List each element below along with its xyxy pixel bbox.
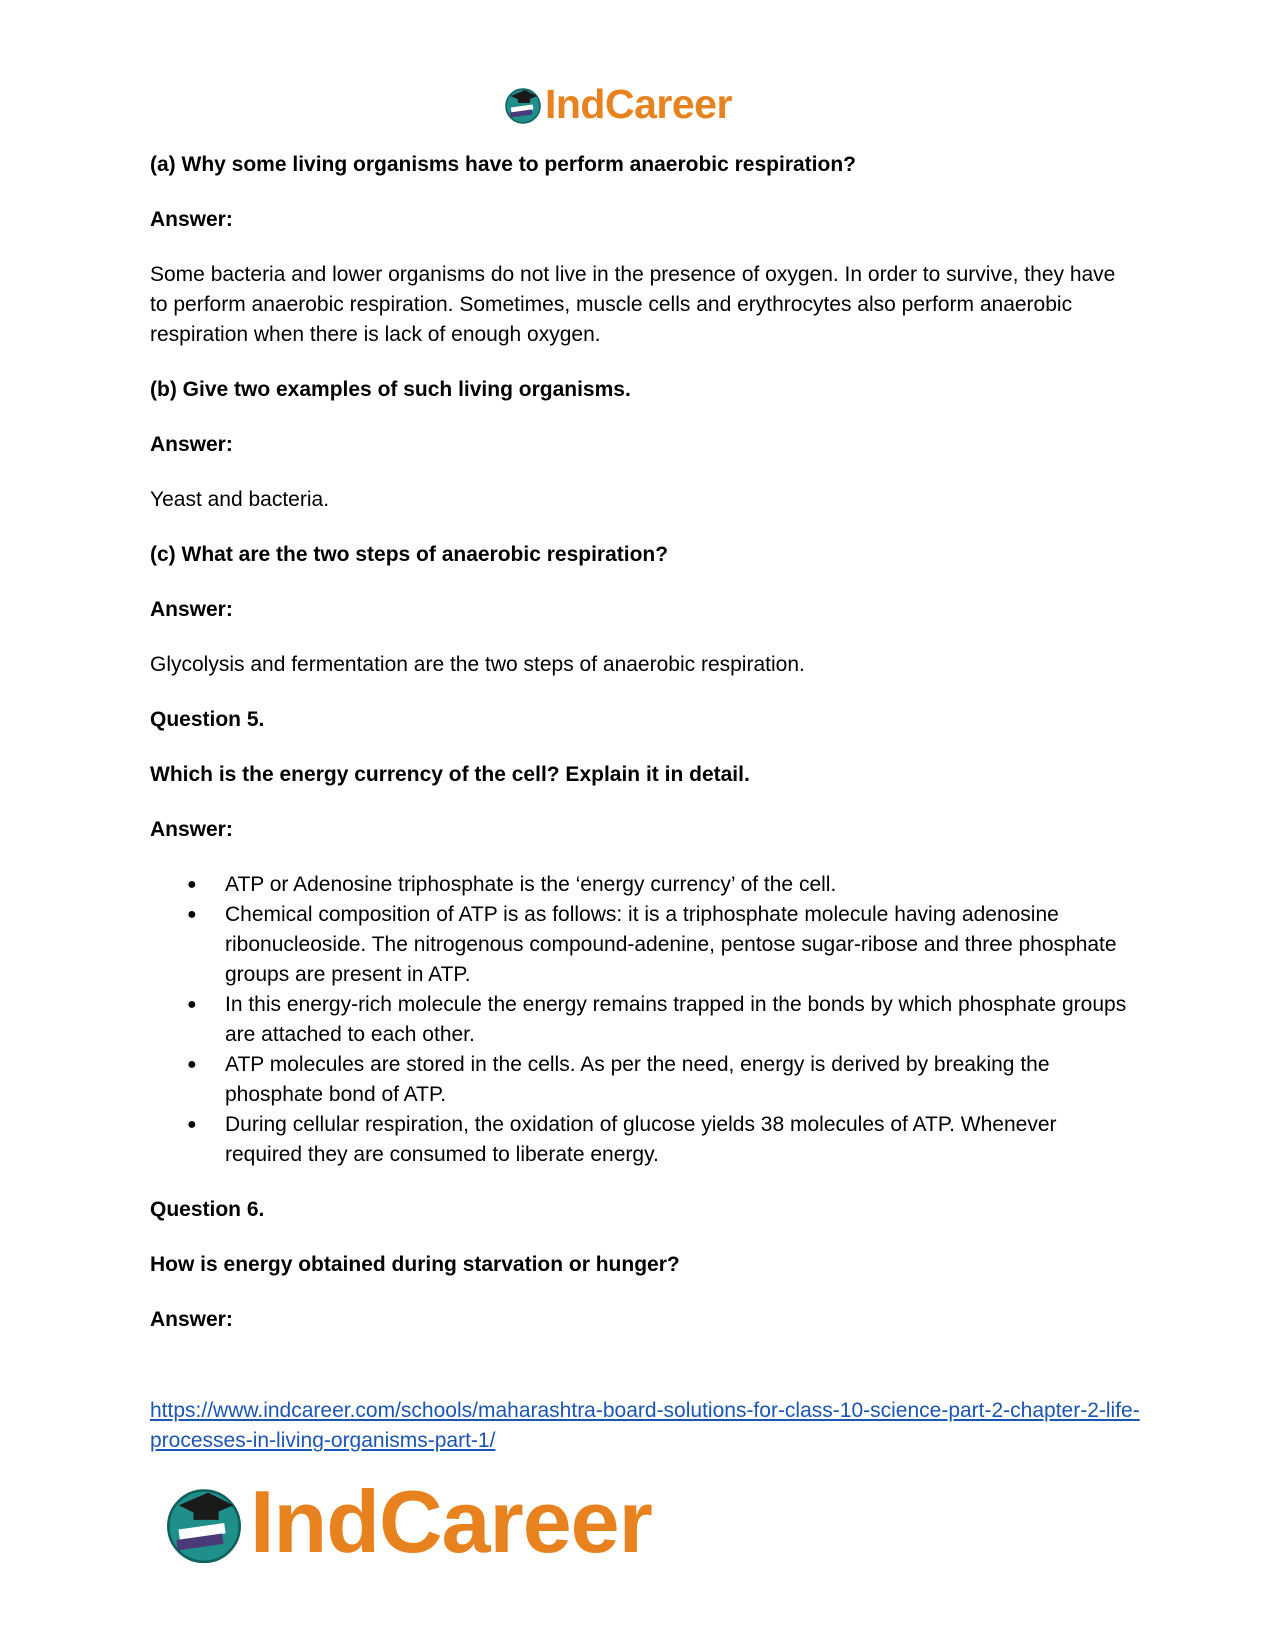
graduation-book-globe-icon <box>162 1480 246 1564</box>
logo-wordmark: IndCareer <box>545 80 732 127</box>
answer-5-list <box>150 870 1130 1170</box>
header-logo <box>503 80 732 128</box>
source-link[interactable]: https://www.indcareer.com/schools/maharashtra-board-solutions-for-class-10-science-part-2-chapter-2-life-processes-in-living-organisms-part-1/ <box>150 1399 1140 1452</box>
answer-label: Answer: <box>150 818 233 841</box>
question-6-heading: Question 6. <box>150 1198 265 1221</box>
answer-b: Yeast and bacteria. <box>150 488 330 511</box>
question-5-heading: Question 5. <box>150 708 265 731</box>
list-item: ● ATP or Adenosine triphosphate is the ‘energy currency’ of the cell. <box>225 870 1130 900</box>
answer-a: Some bacteria and lower organisms do not live in the presence of oxygen. In order to survive, they have to perform anaerobic respiration. Sometimes, muscle cells and erythrocytes also perform anaerobic respiration when there is lack of enough oxygen. <box>150 263 1116 346</box>
list-item: ● During cellular respiration, the oxidation of glucose yields 38 molecules of ATP. Whenever required they are consumed to liberate energy. <box>225 1110 1130 1170</box>
question-5-text: Which is the energy currency of the cell? Explain it in detail. <box>150 763 750 786</box>
answer-label: Answer: <box>150 1308 233 1331</box>
document-body <box>150 150 1130 1360</box>
question-b: (b) Give two examples of such living organisms. <box>150 378 631 401</box>
list-item: ● ATP molecules are stored in the cells. As per the need, energy is derived by breaking the phosphate bond of ATP. <box>225 1050 1130 1110</box>
answer-label: Answer: <box>150 208 233 231</box>
question-a: (a) Why some living organisms have to perform anaerobic respiration? <box>150 153 856 176</box>
question-6-text: How is energy obtained during starvation or hunger? <box>150 1253 680 1276</box>
answer-c: Glycolysis and fermentation are the two steps of anaerobic respiration. <box>150 653 805 676</box>
question-c: (c) What are the two steps of anaerobic respiration? <box>150 543 669 566</box>
answer-label: Answer: <box>150 598 233 621</box>
graduation-book-globe-icon <box>503 84 543 124</box>
footer-logo <box>162 1472 652 1572</box>
logo-wordmark: IndCareer <box>250 1472 652 1571</box>
list-item: ● Chemical composition of ATP is as follows: it is a triphosphate molecule having adenosine ribonucleoside. The nitrogenous compound-adenine, pentose sugar-ribose and three phosphate groups are present in ATP. <box>225 900 1130 990</box>
list-item: ● In this energy-rich molecule the energy remains trapped in the bonds by which phosphate groups are attached to each other. <box>225 990 1130 1050</box>
answer-label: Answer: <box>150 433 233 456</box>
